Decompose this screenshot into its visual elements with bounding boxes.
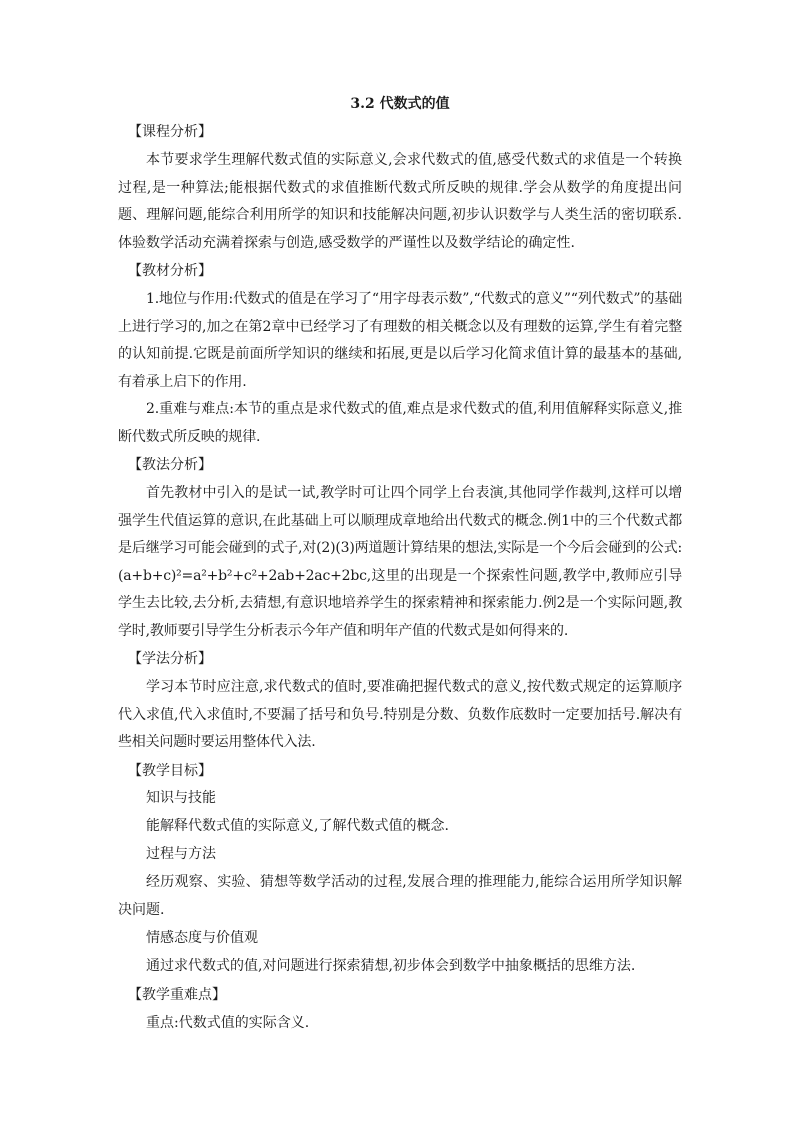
- paragraph: 重点:代数式值的实际含义.: [146, 1014, 310, 1031]
- section-heading: 【教学重难点】: [128, 986, 226, 1003]
- paragraph: 通过求代数式的值,对问题进行探索猜想,初步体会到数学中抽象概括的思维方法.: [146, 958, 636, 974]
- section-teaching-goals: [118, 759, 682, 981]
- paragraph: 1.地位与作用:代数式的值是在学习了“用字母表示数”,“代数式的意义”“列代数式”的基础上进行学习的,加之在第2章中已经学习了有理数的相关概念以及有理数的运算,学生有着完整的认知前提.它既是前面所学知识的继续和拓展,更是以后学习化简求值计算的最基本的基础,有着承上启下的作用.: [118, 291, 682, 390]
- document-page: [118, 92, 682, 1037]
- section-heading: 【教材分析】: [128, 263, 212, 279]
- page-title: 3.2 代数式的值: [350, 96, 450, 112]
- section-heading: 【学法分析】: [128, 651, 212, 667]
- paragraph: 首先教材中引入的是试一试,教学时可让四个同学上台表演,其他同学作裁判,这样可以增强学生代值运算的意识,在此基础上可以顺理成章地给出代数式的概念.例1中的三个代数式都是后继学习可能会碰到的式子,对(2)(3)两道题计算结果的想法,实际是一个今后会碰到的公式:(a+b+c)²=a²+b²+c²+2ab+2ac+2bc,这里的出现是一个探索性问题,教学中,教师应引导学生去比较,去分析,去猜想,有意识地培养学生的探索精神和探索能力.例2是一个实际问题,教学时,教师要引导学生分析表示今年产值和明年产值的代数式是如何得来的.: [118, 485, 682, 639]
- section-heading: 【课程分析】: [128, 124, 212, 140]
- paragraph: 经历观察、实验、猜想等数学活动的过程,发展合理的推理能力,能综合运用所学知识解决问题.: [118, 874, 682, 918]
- section-teaching-method-analysis: [118, 453, 682, 645]
- section-textbook-analysis: [118, 259, 682, 451]
- section-heading: 【教学目标】: [128, 762, 212, 779]
- subsection-label: 知识与技能: [146, 789, 216, 806]
- paragraph: 本节要求学生理解代数式值的实际意义,会求代数式的值,感受代数式的求值是一个转换过程,是一种算法;能根据代数式的求值推断代数式所反映的规律.学会从数学的角度提出问题、理解问题,能综合利用所学的知识和技能解决问题,初步认识数学与人类生活的密切联系.体验数学活动充满着探索与创造,感受数学的严谨性以及数学结论的确定性.: [118, 152, 682, 251]
- paragraph: 学习本节时应注意,求代数式的值时,要准确把握代数式的意义,按代数式规定的运算顺序代入求值,代入求值时,不要漏了括号和负号.特别是分数、负数作底数时一定要加括号.解决有些相关问题时要运用整体代入法.: [118, 679, 682, 750]
- section-heading: 【教法分析】: [128, 457, 212, 473]
- subsection-label: 情感态度与价值观: [146, 930, 258, 946]
- section-key-difficult-points: [118, 983, 682, 1038]
- section-course-analysis: [118, 120, 682, 257]
- subsection-label: 过程与方法: [146, 846, 216, 862]
- paragraph: 能解释代数式值的实际意义,了解代数式值的概念.: [146, 817, 449, 834]
- section-learning-method-analysis: [118, 647, 682, 757]
- paragraph: 2.重难与难点:本节的重点是求代数式的值,难点是求代数式的值,利用值解释实际意义,推断代数式所反映的规律.: [118, 401, 682, 445]
